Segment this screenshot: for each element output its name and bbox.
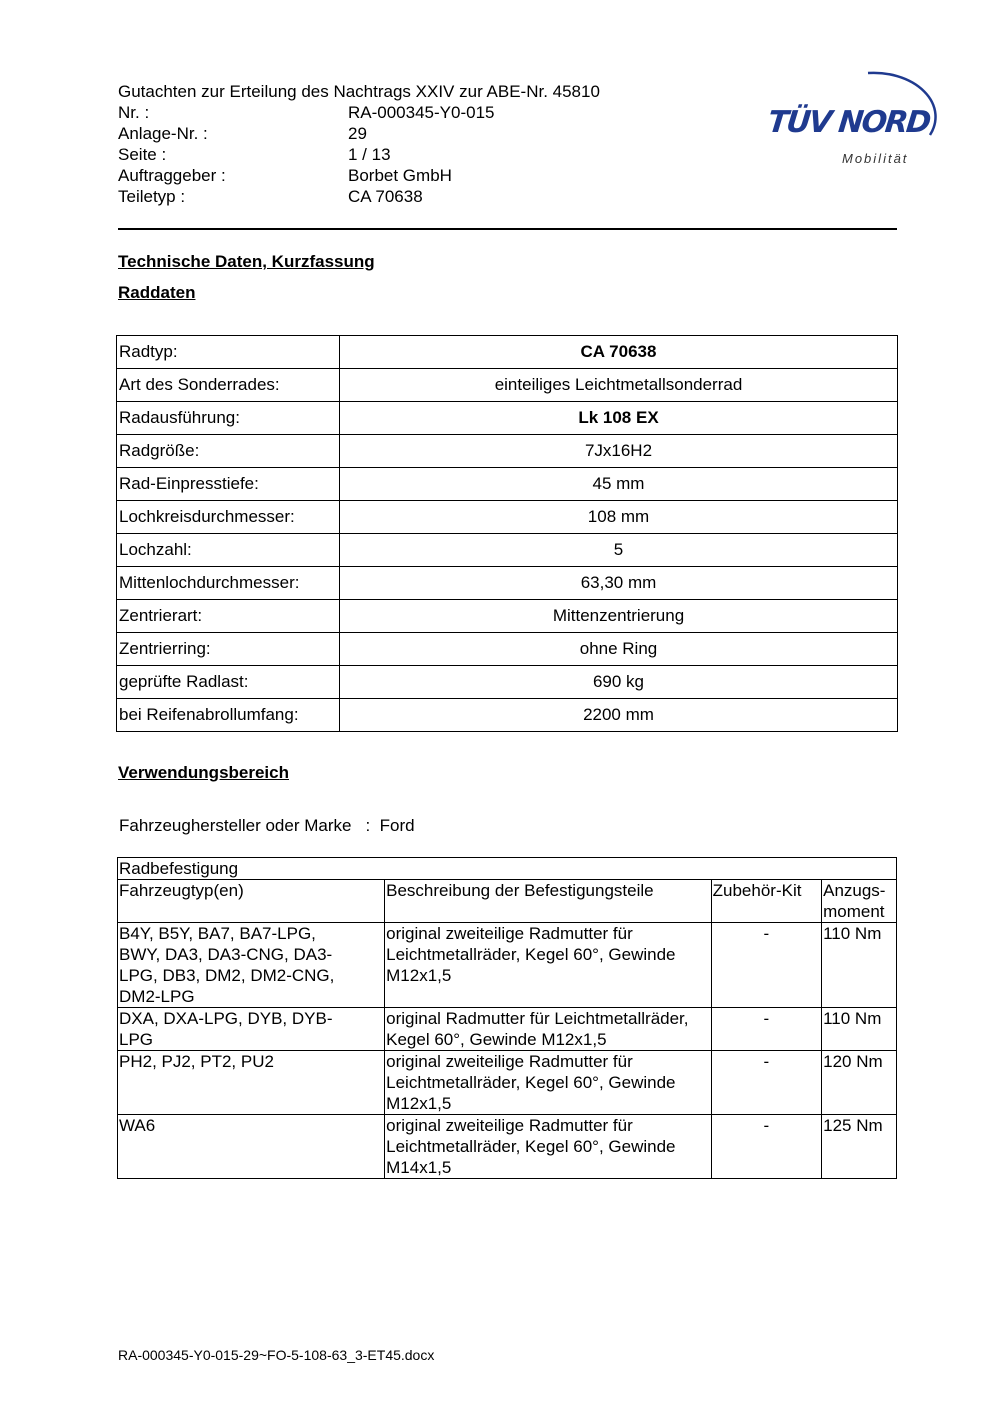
section-heading-verwendungsbereich: Verwendungsbereich — [118, 763, 289, 782]
raddaten-label: Radtyp: — [117, 336, 340, 369]
raddaten-value: 45 mm — [340, 468, 898, 501]
manufacturer-value: Ford — [379, 816, 415, 835]
table-row — [117, 600, 898, 633]
header-key: Auftraggeber : — [118, 166, 226, 185]
manufacturer-line — [119, 815, 415, 836]
section-heading-raddaten: Raddaten — [118, 283, 196, 302]
column-header-anzugsmoment: Anzugs- moment — [822, 880, 897, 923]
table-row — [117, 402, 898, 435]
cell-anzugsmoment: 110 Nm — [822, 923, 897, 1008]
raddaten-value: 690 kg — [340, 666, 898, 699]
table-row — [117, 534, 898, 567]
column-header-beschreibung: Beschreibung der Befestigungsteile — [385, 880, 711, 923]
cell-anzugsmoment: 120 Nm — [822, 1051, 897, 1115]
raddaten-label: Zentrierart: — [117, 600, 340, 633]
header-key: Seite : — [118, 145, 167, 164]
table-title-row — [118, 858, 897, 880]
table-row — [117, 468, 898, 501]
raddaten-label: Mittenlochdurchmesser: — [117, 567, 340, 600]
raddaten-label: Radausführung: — [117, 402, 340, 435]
tuev-nord-logo — [760, 55, 945, 175]
raddaten-value: 5 — [340, 534, 898, 567]
raddaten-label: Lochkreisdurchmesser: — [117, 501, 340, 534]
raddaten-label: Rad-Einpresstiefe: — [117, 468, 340, 501]
cell-beschreibung: original zweiteilige Radmutter für Leichtmetallräder, Kegel 60°, Gewinde M12x1,5 — [385, 1051, 711, 1115]
table-row — [117, 666, 898, 699]
cell-zubehoer-kit: - — [711, 1008, 821, 1051]
raddaten-table — [116, 335, 898, 732]
table-row — [117, 633, 898, 666]
cell-fahrzeugtyp: PH2, PJ2, PT2, PU2 — [118, 1051, 385, 1115]
cell-beschreibung: original zweiteilige Radmutter für Leichtmetallräder, Kegel 60°, Gewinde M14x1,5 — [385, 1115, 711, 1179]
raddaten-label: Lochzahl: — [117, 534, 340, 567]
header-key: Anlage-Nr. : — [118, 124, 208, 143]
radbefestigung-table — [117, 857, 897, 1179]
header-row-seite — [118, 144, 494, 165]
column-header-fahrzeugtyp: Fahrzeugtyp(en) — [118, 880, 385, 923]
logo-subtitle: Mobilität — [842, 151, 909, 166]
header-row-teiletyp — [118, 186, 494, 207]
raddaten-value: einteiliges Leichtmetallsonderrad — [340, 369, 898, 402]
manufacturer-separator: : — [365, 816, 371, 835]
header-info — [118, 102, 494, 207]
raddaten-label: Radgröße: — [117, 435, 340, 468]
cell-beschreibung: original Radmutter für Leichtmetallräder, Kegel 60°, Gewinde M12x1,5 — [385, 1008, 711, 1051]
cell-fahrzeugtyp: B4Y, B5Y, BA7, BA7-LPG, BWY, DA3, DA3-CNG, DA3- LPG, DB3, DM2, DM2-CNG, DM2-LPG — [118, 923, 385, 1008]
column-header-zubehoer-kit: Zubehör-Kit — [711, 880, 821, 923]
header-row-auftraggeber — [118, 165, 494, 186]
table-row — [118, 1051, 897, 1115]
cell-zubehoer-kit: - — [711, 1051, 821, 1115]
table-row — [117, 567, 898, 600]
cell-beschreibung: original zweiteilige Radmutter für Leichtmetallräder, Kegel 60°, Gewinde M12x1,5 — [385, 923, 711, 1008]
cell-anzugsmoment: 110 Nm — [822, 1008, 897, 1051]
table-row — [117, 336, 898, 369]
header-key: Teiletyp : — [118, 187, 186, 206]
logo-wordmark: TÜV NORD — [766, 105, 931, 140]
header-value: CA 70638 — [348, 187, 423, 206]
table-row — [117, 435, 898, 468]
cell-zubehoer-kit: - — [711, 923, 821, 1008]
cell-zubehoer-kit: - — [711, 1115, 821, 1179]
raddaten-value: 7Jx16H2 — [340, 435, 898, 468]
header-row-nr — [118, 102, 494, 123]
section-heading-technische-daten: Technische Daten, Kurzfassung — [118, 252, 375, 271]
table-row — [118, 1008, 897, 1051]
table-row — [117, 699, 898, 732]
raddaten-value: Lk 108 EX — [340, 402, 898, 435]
header-value: Borbet GmbH — [348, 166, 452, 185]
manufacturer-label: Fahrzeughersteller oder Marke — [119, 816, 352, 835]
raddaten-label: bei Reifenabrollumfang: — [117, 699, 340, 732]
raddaten-value: CA 70638 — [340, 336, 898, 369]
raddaten-value: 2200 mm — [340, 699, 898, 732]
raddaten-value: Mittenzentrierung — [340, 600, 898, 633]
header-value: 29 — [348, 124, 367, 143]
table-row — [117, 369, 898, 402]
table-row — [117, 501, 898, 534]
raddaten-label: Art des Sonderrades: — [117, 369, 340, 402]
raddaten-label: Zentrierring: — [117, 633, 340, 666]
raddaten-value: 63,30 mm — [340, 567, 898, 600]
cell-fahrzeugtyp: WA6 — [118, 1115, 385, 1179]
header-row-anlage — [118, 123, 494, 144]
raddaten-label: geprüfte Radlast: — [117, 666, 340, 699]
cell-fahrzeugtyp: DXA, DXA-LPG, DYB, DYB- LPG — [118, 1008, 385, 1051]
header-value: RA-000345-Y0-015 — [348, 103, 495, 122]
header-key: Nr. : — [118, 103, 150, 122]
table-row — [118, 923, 897, 1008]
document-title: Gutachten zur Erteilung des Nachtrags XXIV zur ABE-Nr. 45810 — [118, 82, 600, 101]
footer-filename: RA-000345-Y0-015-29~FO-5-108-63_3-ET45.docx — [118, 1347, 435, 1363]
raddaten-value: ohne Ring — [340, 633, 898, 666]
table-row — [118, 1115, 897, 1179]
cell-anzugsmoment: 125 Nm — [822, 1115, 897, 1179]
header-divider — [118, 228, 897, 230]
table-header-row — [118, 880, 897, 923]
table-title: Radbefestigung — [118, 858, 897, 880]
raddaten-value: 108 mm — [340, 501, 898, 534]
header-value: 1 / 13 — [348, 145, 391, 164]
